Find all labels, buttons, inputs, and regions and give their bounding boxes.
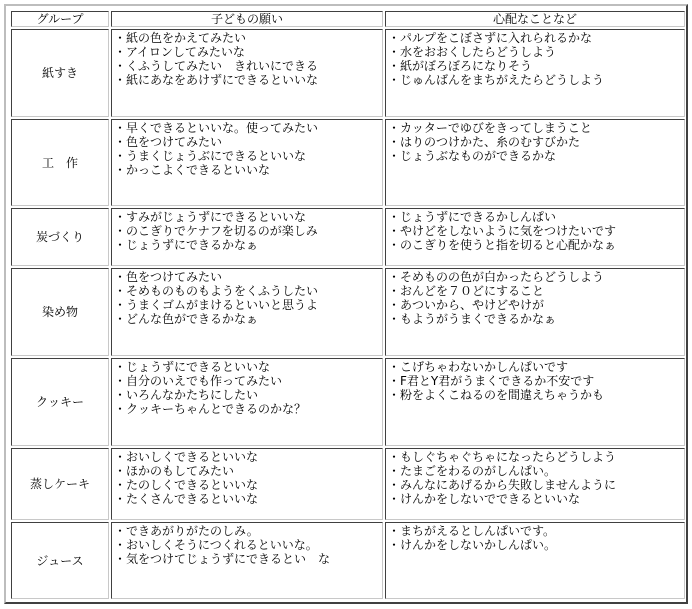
concern-item: ・パルプをこぼさずに入れられるかな (388, 31, 593, 46)
concerns-cell (385, 522, 685, 599)
concern-item: ・紙がぼろぼろになりそう (388, 59, 533, 74)
table-row (11, 522, 685, 599)
header-concerns: 心配なことなど (385, 11, 685, 27)
wish-item: ・じょうずにできるといいな (114, 360, 271, 375)
wishes-cell (111, 448, 383, 520)
concern-item: ・こげちゃわないかしんぱいです (388, 360, 569, 375)
wish-item: ・おいしくできるといいな (114, 450, 259, 465)
concern-item: ・はりのつけかた、糸のむすびかた (388, 135, 581, 150)
group-cell: 紙すき (11, 29, 109, 117)
wish-item: ・アイロンしてみたいな (114, 45, 245, 60)
concern-item: ・F君とY君がうまくできるか不安です (388, 374, 595, 389)
concern-item: ・粉をよくこねるのを間違えちゃうかも (388, 388, 605, 403)
concern-item: ・まちがえるとしんぱいです。 (388, 524, 556, 538)
concern-item: ・たまごをわるのがしんぱい。 (388, 464, 557, 479)
wish-item: ・うまくじょうぶにできるといいな (114, 149, 307, 164)
wish-item: ・じょうずにできるかなぁ (114, 238, 259, 253)
group-cell: ジュース (11, 522, 109, 599)
wishes-cell (111, 522, 383, 599)
wishes-cell (111, 358, 383, 446)
header-wishes: 子どもの願い (111, 11, 383, 27)
table-header-row (11, 11, 685, 27)
wish-item: ・どんな色ができるかなぁ (114, 312, 259, 326)
wish-item: ・色をつけてみたい (114, 135, 223, 150)
wish-item: ・自分のいえでも作ってみたい (114, 374, 283, 389)
wish-item: ・のこぎりでケナフを切るのが楽しみ (114, 224, 318, 239)
wish-item: ・すみがじょうずにできるといいな (114, 210, 307, 225)
wish-item: ・くふうしてみたい きれいにできる (114, 59, 319, 74)
group-cell: 炭づくり (11, 208, 109, 266)
wish-item: ・うまくゴムがまけるといいと思うよ (114, 298, 319, 312)
concern-item: ・じょうずにできるかしんぱい (388, 210, 557, 225)
concern-item: ・じゅんばんをまちがえたらどうしよう (388, 73, 605, 88)
concern-item: ・もようがうまくできるかなぁ (388, 312, 557, 326)
wish-item: ・たのしくできるといいな (114, 478, 259, 493)
table-row (11, 119, 685, 206)
concern-item: ・あついから、やけどやけが (388, 298, 545, 312)
wishes-cell (111, 208, 383, 266)
concerns-cell (385, 208, 685, 266)
concern-item: ・おんどを７０どにすること (388, 284, 545, 298)
concern-item: ・じょうぶなものができるかな (388, 149, 557, 164)
wish-item: ・紙の色をかえてみたい (114, 31, 247, 46)
concern-item: ・もしぐちゃぐちゃになったらどうしよう (388, 450, 617, 465)
wishes-cell (111, 29, 383, 117)
concerns-cell (385, 448, 685, 520)
concern-item: ・のこぎりを使うと指を切ると心配かなぁ (388, 238, 617, 253)
plan-table (9, 9, 687, 601)
concerns-cell (385, 268, 685, 356)
concern-item: ・水をおおくしたらどうしよう (388, 45, 557, 60)
wish-item: ・ほかのもしてみたい (114, 464, 235, 479)
concern-item: ・やけどをしないように気をつけたいです (388, 224, 617, 239)
table-row (11, 448, 685, 520)
wish-item: ・気をつけてじょうずにできるとい な (114, 552, 331, 566)
wish-item: ・クッキーちゃんとできるのかな？ (114, 402, 307, 417)
wish-item: ・たくさんできるといいな (114, 492, 259, 507)
table-frame (4, 4, 688, 604)
concerns-cell (385, 29, 685, 117)
wish-item: ・そめものものもようをくふうしたい (114, 284, 319, 298)
concern-item: ・そめものの色が白かったらどうしよう (388, 270, 605, 284)
concern-item: ・けんかをしないでできるといいな (388, 492, 581, 507)
wish-item: ・色をつけてみたい (114, 270, 223, 284)
wish-item: ・できあがりがたのしみ。 (114, 524, 259, 538)
wishes-cell (111, 119, 383, 206)
wish-item: ・紙にあなをあけずにできるといいな (114, 73, 319, 88)
concern-item: ・カッターでゆびをきってしまうこと (388, 121, 592, 136)
group-cell: 蒸しケーキ (11, 448, 109, 520)
wishes-cell (111, 268, 383, 356)
concern-item: ・けんかをしないかしんぱい。 (388, 538, 557, 552)
concerns-cell (385, 358, 685, 446)
header-group: グループ (11, 11, 109, 27)
group-cell: 工 作 (11, 119, 109, 206)
table-row (11, 29, 685, 117)
table-row (11, 268, 685, 356)
concerns-cell (385, 119, 685, 206)
concern-item: ・みんなにあげるから失敗しませんように (388, 478, 617, 493)
table-row (11, 208, 685, 266)
wish-item: ・かっこよくできるといいな (114, 163, 271, 178)
table-row (11, 358, 685, 446)
wish-item: ・おいしくそうにつくれるといいな。 (114, 538, 318, 552)
wish-item: ・早くできるといいな。使ってみたい (114, 121, 319, 136)
wish-item: ・いろんなかたちにしたい (114, 388, 259, 403)
group-cell: 染め物 (11, 268, 109, 356)
group-cell: クッキー (11, 358, 109, 446)
